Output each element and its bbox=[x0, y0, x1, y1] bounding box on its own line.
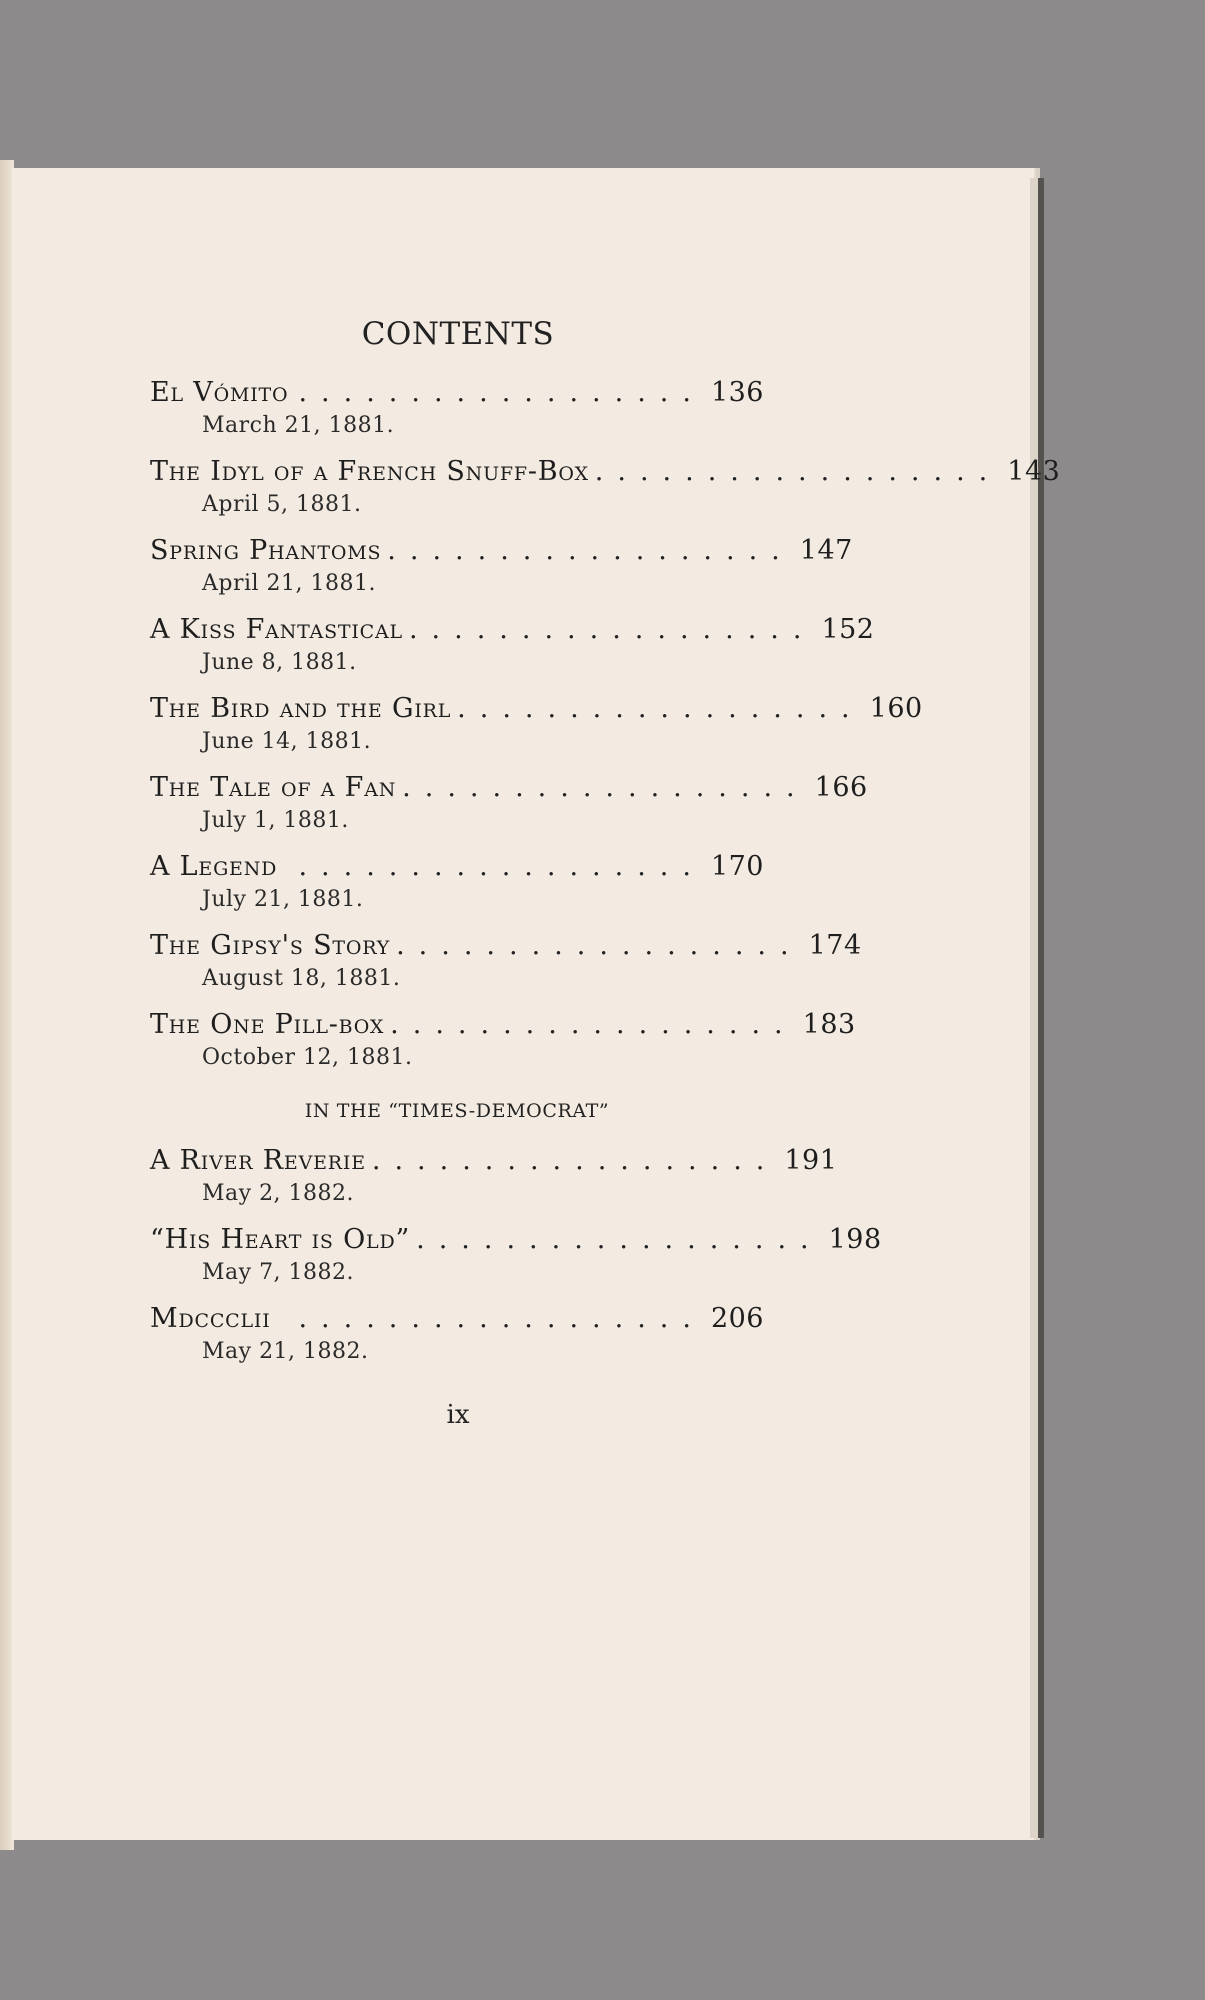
contents-heading: CONTENTS bbox=[361, 316, 555, 352]
dot-leader: .................. bbox=[457, 693, 864, 724]
table-of-contents bbox=[150, 376, 1061, 1381]
entry-date: July 21, 1881. bbox=[202, 887, 364, 912]
entry-page: 166 bbox=[814, 772, 868, 803]
entry-page: 136 bbox=[710, 377, 764, 408]
toc-entry[interactable] bbox=[150, 692, 923, 762]
entry-date: April 5, 1881. bbox=[202, 492, 362, 517]
dot-leader: .................. bbox=[396, 930, 803, 961]
entry-title: The Gipsy's Story bbox=[150, 930, 391, 961]
dot-leader: .................. bbox=[408, 614, 816, 645]
toc-entry[interactable] bbox=[150, 771, 868, 841]
entry-title: A River Reverie bbox=[150, 1145, 366, 1176]
dot-leader: .................. bbox=[402, 772, 809, 803]
entry-date: July 1, 1881. bbox=[202, 808, 349, 833]
entry-page: 191 bbox=[784, 1145, 838, 1176]
page-folio: ix bbox=[446, 1400, 470, 1430]
dot-leader: .................. bbox=[387, 535, 794, 566]
toc-entry[interactable] bbox=[150, 534, 853, 604]
entry-page: 152 bbox=[821, 614, 875, 645]
toc-entry[interactable] bbox=[150, 1223, 882, 1293]
dot-leader: .................. bbox=[298, 377, 705, 408]
entry-title: Spring Phantoms bbox=[150, 535, 382, 566]
entry-date: June 8, 1881. bbox=[202, 650, 357, 675]
toc-entry[interactable] bbox=[150, 929, 862, 999]
dot-leader: .................. bbox=[298, 1303, 705, 1334]
toc-entry[interactable] bbox=[150, 1302, 764, 1372]
entry-date: March 21, 1881. bbox=[202, 413, 395, 438]
dot-leader: .................. bbox=[416, 1224, 823, 1255]
toc-entry[interactable] bbox=[150, 455, 1061, 525]
toc-entry[interactable] bbox=[150, 613, 875, 683]
entry-title: The Bird and the Girl bbox=[150, 693, 452, 724]
entry-title: The One Pill-box bbox=[150, 1009, 385, 1040]
toc-entry[interactable] bbox=[150, 376, 764, 446]
entry-page: 174 bbox=[808, 930, 862, 961]
entry-title: The Idyl of a French Snuff-Box bbox=[150, 456, 589, 487]
cover-edge bbox=[1038, 178, 1044, 1838]
entry-date: August 18, 1881. bbox=[202, 966, 401, 991]
entry-date: October 12, 1881. bbox=[202, 1045, 413, 1070]
dot-leader: .................. bbox=[298, 851, 705, 882]
dot-leader: .................. bbox=[390, 1009, 797, 1040]
entry-title: Mdccclii bbox=[150, 1303, 271, 1334]
entry-date: June 14, 1881. bbox=[202, 729, 372, 754]
entry-page: 160 bbox=[869, 693, 923, 724]
entry-title: The Tale of a Fan bbox=[150, 772, 397, 803]
entry-date: May 7, 1882. bbox=[202, 1260, 355, 1285]
entry-title: “His Heart is Old” bbox=[150, 1224, 411, 1255]
dot-leader: .................. bbox=[594, 456, 1002, 487]
entry-title: A Legend bbox=[150, 851, 278, 882]
toc-entry[interactable] bbox=[150, 850, 764, 920]
entry-date: April 21, 1881. bbox=[202, 571, 377, 596]
entry-page: 143 bbox=[1007, 456, 1061, 487]
toc-entry[interactable] bbox=[150, 1008, 856, 1078]
entry-date: May 2, 1882. bbox=[202, 1181, 355, 1206]
entry-date: May 21, 1882. bbox=[202, 1339, 369, 1364]
entry-page: 183 bbox=[802, 1009, 856, 1040]
entry-page: 170 bbox=[710, 851, 764, 882]
toc-entry[interactable] bbox=[150, 1144, 838, 1214]
entry-page: 198 bbox=[828, 1224, 882, 1255]
entry-page: 206 bbox=[710, 1303, 764, 1334]
entry-title: El Vómito bbox=[150, 377, 289, 408]
entry-title: A Kiss Fantastical bbox=[150, 614, 403, 645]
entry-page: 147 bbox=[799, 535, 853, 566]
section-heading: IN THE “TIMES-DEMOCRAT” bbox=[304, 1100, 610, 1122]
page-fore-edge bbox=[1030, 178, 1038, 1838]
dot-leader: .................. bbox=[371, 1145, 779, 1176]
